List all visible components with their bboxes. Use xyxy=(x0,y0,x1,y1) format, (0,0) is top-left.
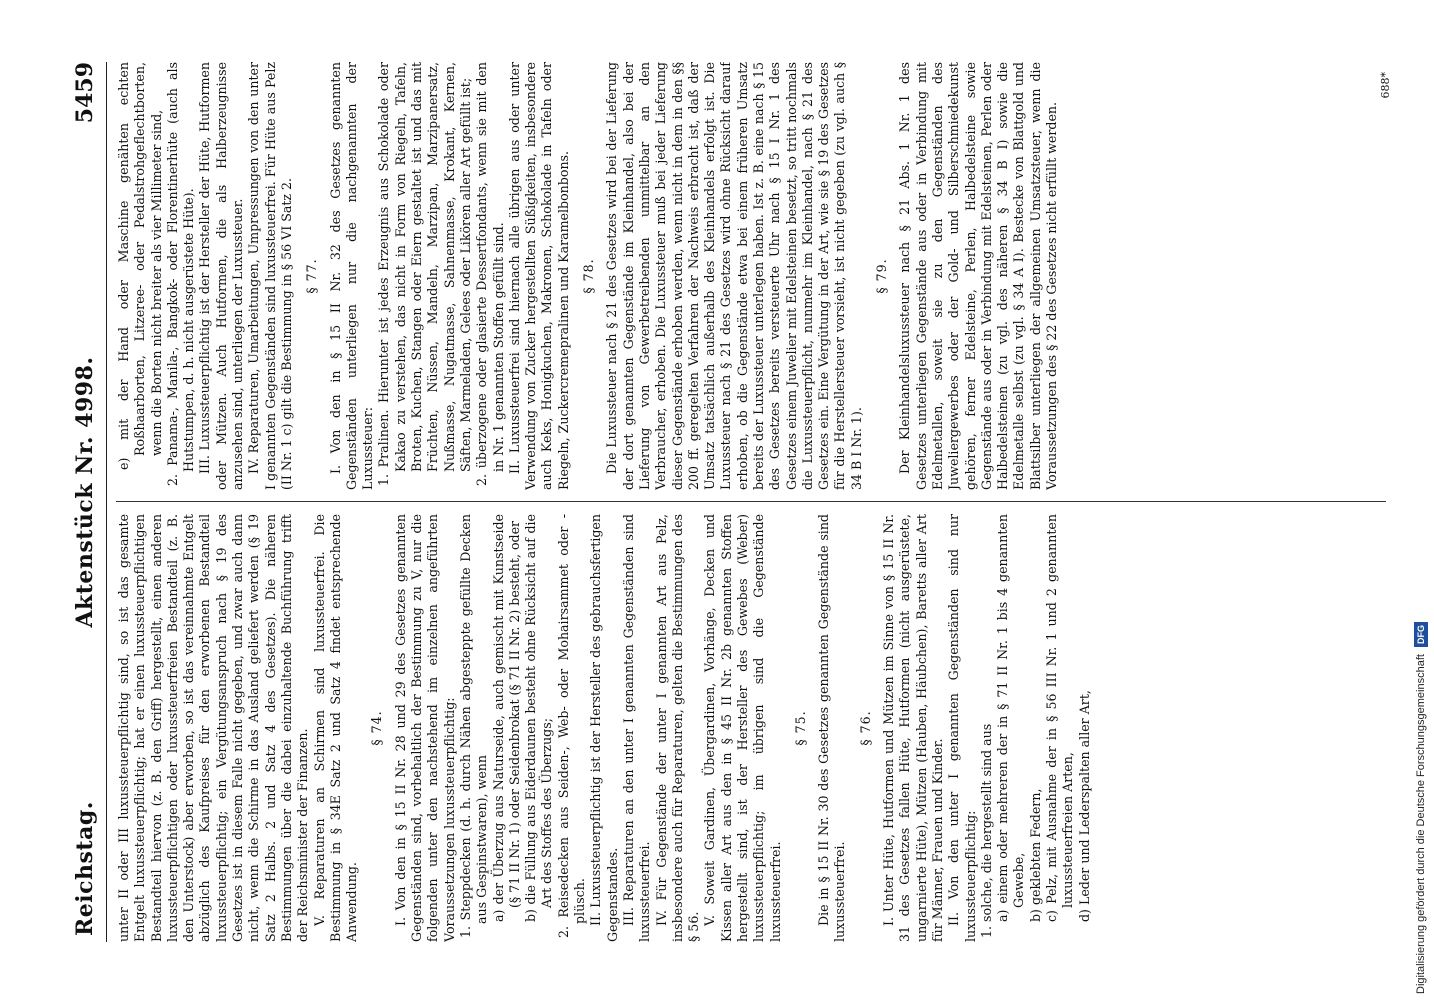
paragraph: II. Von den unter I genannten Gegenständen sind nur luxussteuerpflichtig: xyxy=(946,514,978,942)
paragraph: IV. Für Gegenstände der unter I genannten Art aus Pelz, insbesondere auch für Reparaturen, gelten die Bestimmungen des § 56. xyxy=(653,514,702,942)
paragraph: III. Reparaturen an den unter I genannten Gegenständen sind luxussteuerfrei. xyxy=(620,514,653,942)
right-column xyxy=(116,62,1386,490)
paragraph: a) der Überzug aus Naturseide, auch gemischt mit Kunstseide (§ 71 II Nr. 1) oder Seidenbrokat (§ 71 II Nr. 2) besteht, oder xyxy=(490,514,522,922)
paragraph: 2. Panama-, Manila-, Bangkok- oder Florentinerhüte (auch als Hutstumpen, d. h. nicht ausgerüstete Hüte). xyxy=(164,62,197,486)
paragraph: Der Kleinhandelsluxussteuer nach § 21 Abs. 1 Nr. 1 des Gesetzes unterliegen Gegenstände aus oder in Verbindung mit Edelmetallen, soweit sie zu den Gegenständen des Juweliergewerbes oder der Gold- und Silberschmiedekunst gehören, ferner Edelsteine, Perlen, Halbedelsteine sowie Gegenstände aus oder in Verbindung mit Edelsteinen, Perlen oder Halbedelsteinen (zu vgl. des näheren § 34 B I) sowie die Edelmetalle selbst (zu vgl. § 34 A I). Bestecke von Blattgold und Blattsilber unterliegen der allgemeinen Umsatzsteuer, wenn die Voraussetzungen des § 22 des Gesetzes nicht erfüllt werden. xyxy=(897,62,1060,490)
section-heading: § 78. xyxy=(581,258,597,294)
paragraph: b) die Füllung aus Eiderdaunen besteht ohne Rücksicht auf die Art des Stoffes des Überzugs; xyxy=(523,514,555,922)
footer-number: 688* xyxy=(1379,72,1392,99)
digitization-note-text: Digitalisierung gefördert durch die Deutsche Forschungsgemeinschaft xyxy=(1415,654,1427,994)
page-content xyxy=(72,62,1392,942)
digitization-note xyxy=(1412,6,1432,994)
section-heading: § 74. xyxy=(369,710,385,746)
paragraph: Die Luxussteuer nach § 21 des Gesetzes wird bei der Lieferung der dort genannten Gegenstände im Kleinhandel, also bei der Lieferung von Gewerbetreibenden unmittelbar an den Verbraucher, erhoben. Die Luxussteuer muß bei jeder Lieferung dieser Gegenstände erhoben werden, wenn nicht in dem in den §§ 200 ff. geregelten Verfahren der Nachweis erbracht ist, daß der Umsatz tatsächlich außerhalb des Kleinhandels erfolgt ist. Die Luxussteuer nach § 21 des Gesetzes wird ohne Rücksicht darauf erhoben, ob die Gegenstände etwa bei einem früheren Umsatz bereits der Luxussteuer unterlegen haben. Ist z. B. eine nach § 15 des Gesetzes bereits versteuerte Uhr nach § 15 I Nr. 1 des Gesetzes einem Juwelier mit Edelsteinen besetzt, so tritt nochmals die Luxussteuerpflicht, nunmehr im Kleinhandel, nach § 21 des Gesetzes ein. Eine Vergütung in der Art, wie sie § 19 des Gesetzes für die Herstellersteuer vorsieht, ist nicht gegeben (zu vgl. auch § 34 B I Nr. 1). xyxy=(604,62,864,490)
page-header xyxy=(72,62,107,942)
paragraph: 2. überzogene oder glasierte Dessertfondants, wenn sie mit den in Nr. 1 genannten Stoffen gefüllt sind. xyxy=(474,62,506,486)
section-heading: § 77. xyxy=(304,258,320,294)
paragraph: d) Leder und Lederspalten aller Art, xyxy=(1076,690,1092,922)
paragraph: Die in § 15 II Nr. 30 des Gesetzes genannten Gegenstände sind luxussteuerfrei. xyxy=(816,514,848,942)
header-document-number: Aktenstück Nr. 4998. xyxy=(72,356,98,628)
paragraph: V. Soweit Gardinen, Übergardinen, Vorhänge, Decken und Kissen aller Art aus den in § 45 II Nr. 2b genannten Stoffen hergestellt sind, ist der Hersteller des Gewebes (Weber) luxussteuerpflichtig; im übrigen sind die Gegenstände luxussteuerfrei. xyxy=(702,514,783,942)
paragraph: b) geklebten Federn, xyxy=(1027,788,1043,922)
section-heading: § 79. xyxy=(874,258,890,294)
paragraph: a) einem oder mehreren der in § 71 II Nr. 1 bis 4 genannten Gewebe, xyxy=(995,514,1027,922)
paragraph: I. Von den in § 15 II Nr. 32 des Gesetzes genannten Gegenständen unterliegen nur die nachgenannten der Luxussteuer: xyxy=(327,62,376,490)
paragraph: 1. Steppdecken (d. h. durch Nähen abgesteppte gefüllte Decken aus Gespinstwaren), wenn xyxy=(457,514,490,938)
paragraph: I. Unter Hüte, Hutformen und Mützen im Sinne von § 15 II Nr. 31 des Gesetzes fallen Hüte, Hutformen (nicht ausgerüstete, ungarnierte Hüte), Mützen (Hauben, Häubchen), Baretts aller Art für Männer, Frauen und Kinder. xyxy=(881,514,945,942)
paragraph: 2. Reisedecken aus Seiden-, Web- oder Mohairsammet oder -plüsch. xyxy=(555,514,588,938)
paragraph: V. Reparaturen an Schirmen sind luxussteuerfrei. Die Bestimmung in § 34E Satz 2 und Satz 4 findet entsprechende Anwendung. xyxy=(311,514,360,942)
paragraph: 1. Pralinen. Hierunter ist jedes Erzeugnis aus Schokolade oder Kakao zu verstehen, das nicht in Form von Riegeln, Tafeln, Broten, Kuchen, Stangen oder Eiern gestaltet ist und das mit Früchten, Nüssen, Mandeln, Marzipan, Marzipanersatz, Nußmasse, Nugatmasse, Sahnenmasse, Krokant, Kernen, Säften, Marmeladen, Gelees oder Likören aller Art gefüllt ist; xyxy=(376,62,473,486)
paragraph: 1. solche, die hergestellt sind aus xyxy=(978,723,994,938)
paragraph: II. Luxussteuerfrei sind hiernach alle übrigen aus oder unter Verwendung von Zucker hergestellten Süßigkeiten, insbesondere auch Keks, Honigkuchen, Makronen, Schokolade in Tafeln oder Riegeln, Zuckercremepralinen und Karamelbonbons. xyxy=(506,62,571,490)
header-left-title: Reichstag. xyxy=(72,801,98,936)
paragraph: I. Von den in § 15 II Nr. 28 und 29 des Gesetzes genannten Gegenständen sind, vorbehaltlich der Bestimmung zu V, nur die folgenden unter den nachstehend im einzelnen angeführten Voraussetzungen luxussteuerpflichtig: xyxy=(392,514,457,942)
paragraph: IV. Reparaturen, Umarbeitungen, Umpressungen von den unter I genannten Gegenständen sind luxussteuerfrei. Für Hüte aus Pelz (II Nr. 1 c) gilt die Bestimmung in § 56 VI Satz 2. xyxy=(246,62,294,490)
dfg-logo: DFG xyxy=(1414,622,1428,647)
header-page-number: 5459 xyxy=(72,62,98,124)
section-heading: § 76. xyxy=(857,710,873,746)
paragraph: e) mit der Hand oder Maschine genähten echten Roßhaarborten, Litzeree- oder Pedalstrohgeflechtborten, wenn die Borten nicht breiter als vier Millimeter sind, xyxy=(116,62,164,470)
paragraph: II. Luxussteuerpflichtig ist der Hersteller des gebrauchsfertigen Gegenstandes. xyxy=(588,514,620,942)
paragraph: unter II oder III luxussteuerpflichtig sind, so ist das gesamte Entgelt luxussteuerpflichtig; hat er einen luxussteuerpflichtigen Bestandteil hiervon (z. B. den Griff) hergestellt, einen anderen luxussteuerpflichtigen oder luxussteuerfreien Bestandteil (z. B. den Unterstock) aber erworben, so ist das vereinnahmte Entgelt abzüglich des Kaufpreises für den erworbenen Bestandteil luxussteuerpflichtig; ein Vergütungsanspruch nach § 19 des Gesetzes ist in diesem Falle nicht gegeben, und zwar auch dann nicht, wenn die Schirme in das Ausland geliefert werden (§ 19 Satz 2 Halbs. 2 und Satz 4 des Gesetzes). Die näheren Bestimmungen über die dabei einzuhaltende Buchführung trifft der Reichsminister der Finanzen. xyxy=(116,514,311,942)
paragraph: c) Pelz, mit Ausnahme der in § 56 III Nr. 1 und 2 genannten luxussteuerfreien Arten, xyxy=(1044,514,1076,922)
section-heading: § 75. xyxy=(792,710,808,746)
text-columns xyxy=(116,62,1386,942)
left-column xyxy=(116,514,1386,942)
column-divider xyxy=(116,501,1386,502)
paragraph: III. Luxussteuerpflichtig ist der Hersteller der Hüte, Hutformen oder Mützen. Auch Hutformen, die als Halberzeugnisse anzusehen sind, unterliegen der Luxussteuer. xyxy=(197,62,246,490)
